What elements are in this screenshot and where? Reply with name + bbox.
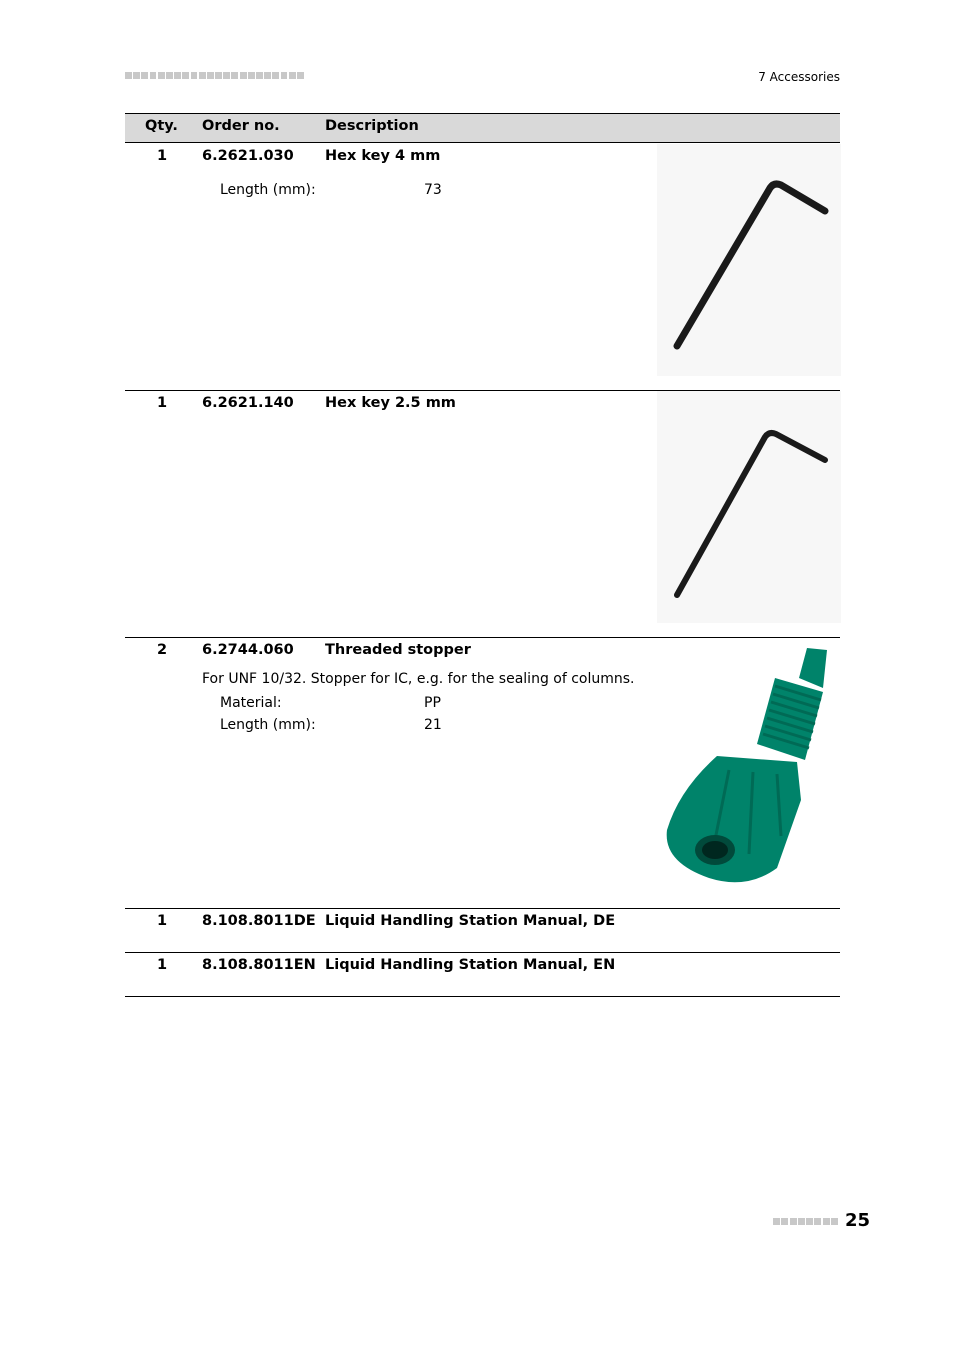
order-no-cell: 6.2621.140 — [202, 395, 294, 411]
footer-decoration — [773, 1218, 838, 1225]
qty-cell: 1 — [157, 395, 168, 411]
column-header-qty: Qty. — [145, 118, 178, 134]
description-cell: Liquid Handling Station Manual, EN — [325, 957, 616, 973]
order-no-cell: 8.108.8011DE — [202, 913, 316, 929]
property-value: 73 — [424, 182, 442, 198]
qty-cell: 1 — [157, 913, 168, 929]
row-divider — [125, 908, 840, 909]
property-label: Material: — [220, 695, 282, 711]
qty-cell: 2 — [157, 642, 168, 658]
property-label: Length (mm): — [220, 717, 316, 733]
chapter-title: 7 Accessories — [758, 70, 840, 84]
property-value: PP — [424, 695, 441, 711]
threaded-stopper-image — [657, 640, 841, 890]
description-cell: Hex key 2.5 mm — [325, 395, 456, 411]
table-bottom-rule — [125, 996, 840, 997]
row-divider — [125, 952, 840, 953]
description-cell: Liquid Handling Station Manual, DE — [325, 913, 616, 929]
row-divider — [125, 637, 840, 638]
property-label: Length (mm): — [220, 182, 316, 198]
header-decoration — [125, 72, 304, 79]
hex-key-image — [657, 144, 841, 376]
order-no-cell: 8.108.8011EN — [202, 957, 316, 973]
page-number: 25 — [845, 1210, 871, 1231]
description-cell: Threaded stopper — [325, 642, 471, 658]
description-cell: Hex key 4 mm — [325, 148, 441, 164]
item-note: For UNF 10/32. Stopper for IC, e.g. for the sealing of columns. — [202, 671, 635, 687]
qty-cell: 1 — [157, 957, 168, 973]
hex-key-image — [657, 391, 841, 623]
property-value: 21 — [424, 717, 442, 733]
order-no-cell: 6.2621.030 — [202, 148, 294, 164]
column-header-description: Description — [325, 118, 419, 134]
column-header-order-no: Order no. — [202, 118, 280, 134]
qty-cell: 1 — [157, 148, 168, 164]
order-no-cell: 6.2744.060 — [202, 642, 294, 658]
